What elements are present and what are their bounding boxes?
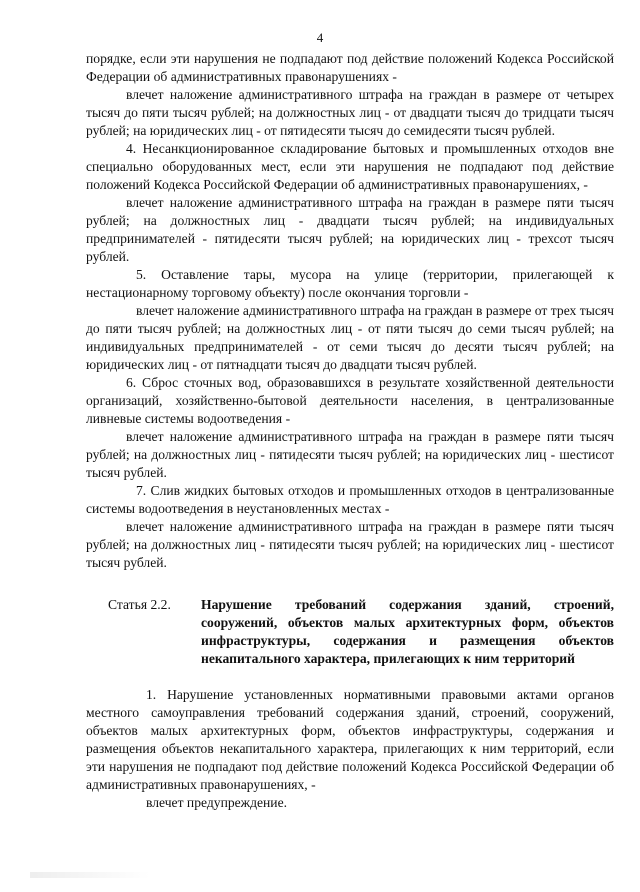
article-heading xyxy=(86,596,614,668)
paragraph: влечет наложение административного штрафа на граждан в размере пяти тысяч рублей; на должностных лиц - двадцати тысяч рублей; на индивидуальных предпринимателей - пятидесяти тысяч рублей; на юридических лиц - трехсот тысяч рублей. xyxy=(86,195,614,264)
paragraph: порядке, если эти нарушения не подпадают под действие положений Кодекса Российской Федерации об административных правонарушениях - xyxy=(86,51,614,84)
paragraph: влечет наложение административного штрафа на граждан в размере пяти тысяч рублей; на должностных лиц - пятидесяти тысяч рублей; на юридических лиц - шестисот тысяч рублей. xyxy=(86,519,614,570)
paragraph: 6. Сброс сточных вод, образовавшихся в результате хозяйственной деятельности организаций, хозяйственно-бытовой деятельности населения, в централизованные ливневые системы водоотведения - xyxy=(86,375,614,426)
paragraph: влечет предупреждение. xyxy=(146,795,287,810)
scan-artifact xyxy=(30,872,150,878)
page-number: 4 xyxy=(316,30,324,45)
paragraph: влечет наложение административного штрафа на граждан в размере от трех тысяч до пяти тысяч рублей; на должностных лиц - от пяти тысяч до семи тысяч рублей; на индивидуальных предпринимателей - от семи тысяч до десяти тысяч рублей; на юридических лиц - от пятнадцати тысяч до двадцати тысяч рублей. xyxy=(86,303,614,372)
document-body xyxy=(86,50,614,812)
paragraph: влечет наложение административного штрафа на граждан в размере от четырех тысяч до пяти тысяч рублей; на должностных лиц - от двадцати тысяч до тридцати тысяч рублей; на юридических лиц - от пятидесяти тысяч до семидесяти тысяч рублей. xyxy=(86,87,614,138)
paragraph: 5. Оставление тары, мусора на улице (территории, прилегающей к нестационарному торговому объекту) после окончания торговли - xyxy=(86,267,614,300)
paragraph: 7. Слив жидких бытовых отходов и промышленных отходов в централизованные системы водоотведения в неустановленных местах - xyxy=(86,483,614,516)
paragraph: 1. Нарушение установленных нормативными правовыми актами органов местного самоуправления требований содержания зданий, строений, сооружений, объектов малых архитектурных форм, объектов инфраструктуры, содержания и размещения объектов некапитального характера, прилегающих к ним территорий, если эти нарушения не подпадают под действие положений Кодекса Российской Федерации об административных правонарушениях, - xyxy=(86,687,614,792)
article-label: Статья 2.2. xyxy=(108,597,171,612)
paragraph: влечет наложение административного штрафа на граждан в размере пяти тысяч рублей; на должностных лиц - пятидесяти тысяч рублей; на юридических лиц - шестисот тысяч рублей. xyxy=(86,429,614,480)
article-title: Нарушение требований содержания зданий, строений, сооружений, объектов малых архитектурных форм, объектов инфраструктуры, содержания и размещения объектов некапитального характера, прилегающих к ним территорий xyxy=(201,597,614,666)
paragraph: 4. Несанкционированное складирование бытовых и промышленных отходов вне специально оборудованных мест, если эти нарушения не подпадают под действие положений Кодекса Российской Федерации об административных правонарушениях, - xyxy=(86,141,614,192)
